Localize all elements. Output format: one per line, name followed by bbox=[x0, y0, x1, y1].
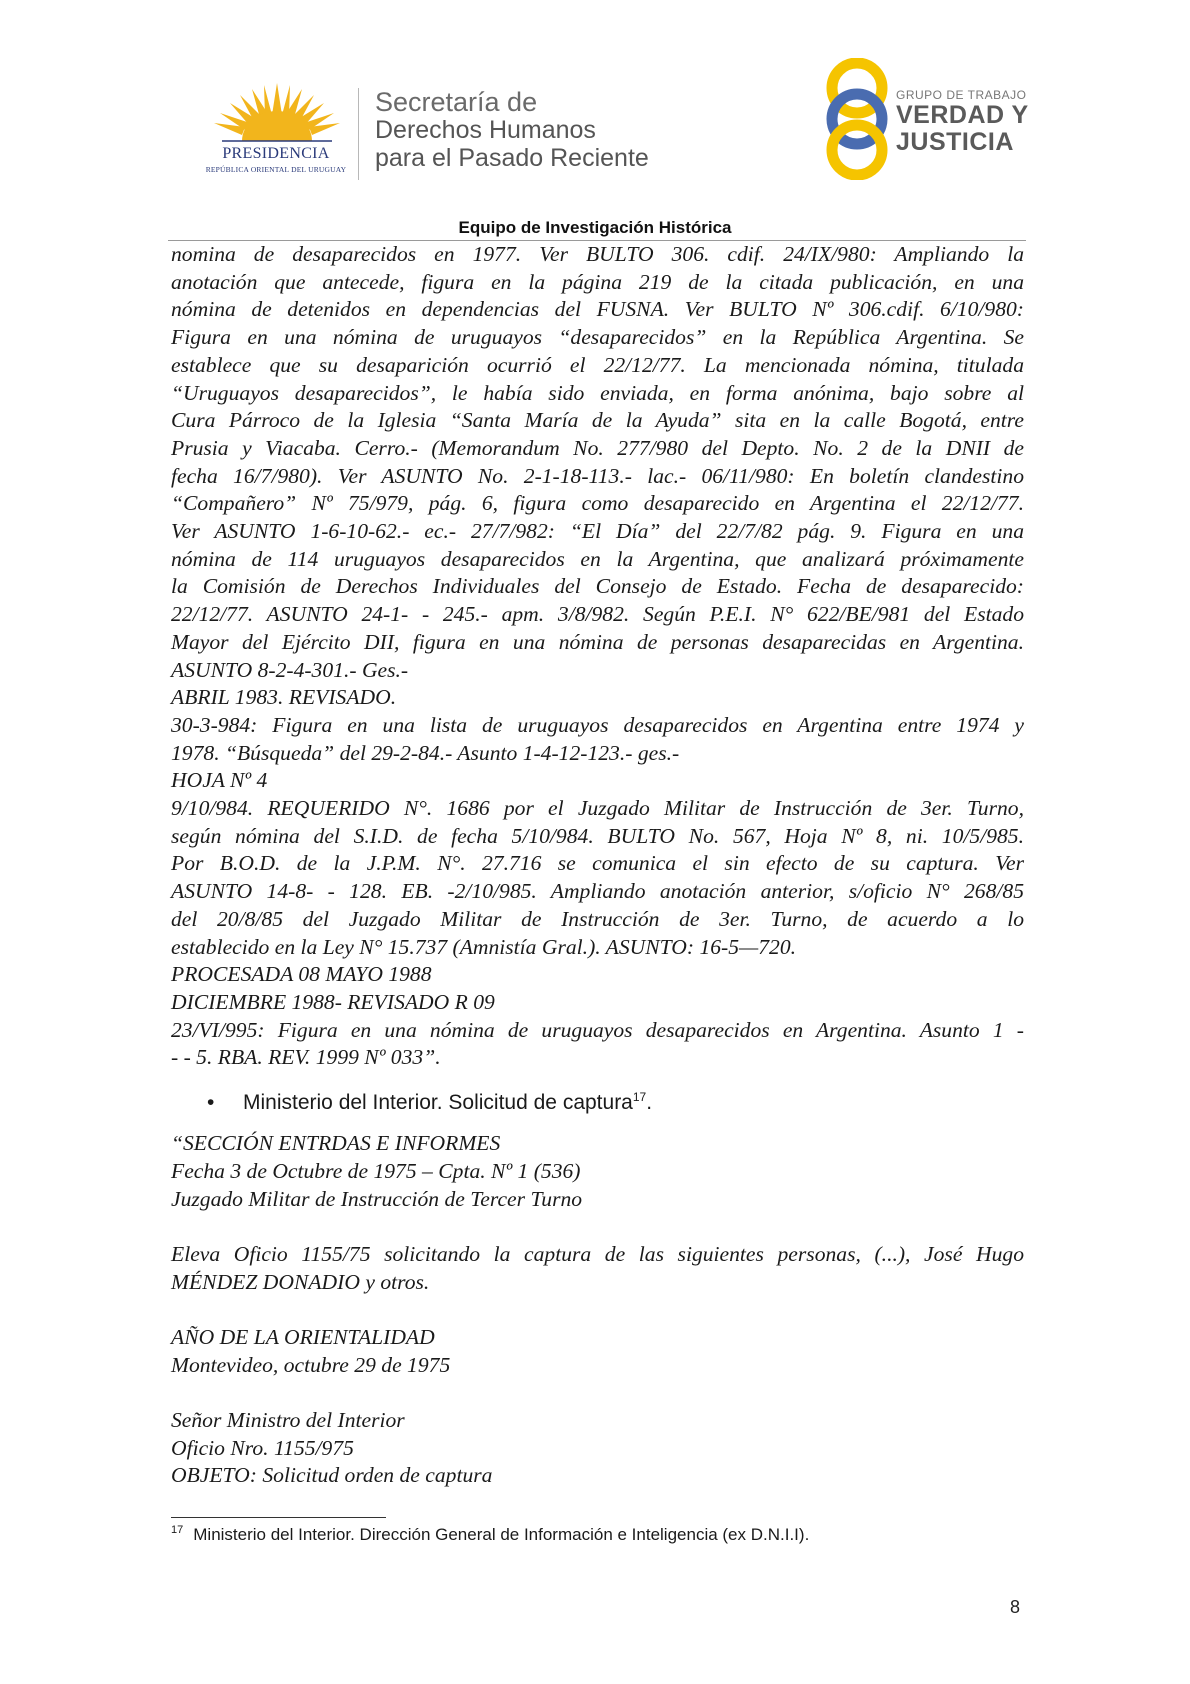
bullet-suffix: . bbox=[646, 1091, 653, 1115]
bullet-symbol: • bbox=[207, 1091, 215, 1115]
text-line: fecha 16/7/980). Ver ASUNTO No. 2-1-18-113.- lac.- 06/11/980: En boletín clandestino bbox=[171, 463, 1024, 488]
footnote-ref[interactable]: 17 bbox=[632, 1090, 647, 1105]
grupo-line1: GRUPO DE TRABAJO bbox=[896, 88, 1027, 102]
text-line: “Compañero” Nº 75/979, pág. 6, figura como desaparecido en Argentina el 22/12/77. bbox=[171, 491, 1024, 516]
footnote bbox=[171, 1525, 809, 1545]
text-line: - - 5. RBA. REV. 1999 Nº 033”. bbox=[171, 1045, 441, 1070]
text-line: OBJETO: Solicitud orden de captura bbox=[171, 1463, 493, 1488]
bullet-text: Ministerio del Interior. Solicitud de captura bbox=[243, 1091, 633, 1115]
text-line: 22/12/77. ASUNTO 24-1- - 245.- apm. 3/8/982. Según P.E.I. N° 622/BE/981 del Estado bbox=[171, 602, 1024, 627]
text-line: 9/10/984. REQUERIDO N°. 1686 por el Juzgado Militar de Instrucción de 3er. Turno, bbox=[171, 796, 1024, 821]
footnote-text: Ministerio del Interior. Dirección General de Información e Inteligencia (ex D.N.I.I). bbox=[193, 1525, 810, 1544]
page-header bbox=[0, 0, 1190, 250]
document-body bbox=[171, 241, 1024, 1490]
text-line: nomina de desaparecidos en 1977. Ver BULTO 306. cdif. 24/IX/980: Ampliando la bbox=[171, 242, 1024, 266]
text-line: Fecha 3 de Octubre de 1975 – Cpta. Nº 1 (536) bbox=[171, 1158, 581, 1183]
presidencia-subtitle: REPÚBLICA ORIENTAL DEL URUGUAY bbox=[205, 165, 347, 174]
text-line: Ver ASUNTO 1-6-10-62.- ec.- 27/7/982: “El Día” del 22/7/82 pág. 9. Figura en una bbox=[171, 519, 1024, 544]
text-line: DICIEMBRE 1988- REVISADO R 09 bbox=[171, 989, 495, 1014]
text-line: según nómina del S.I.D. de fecha 5/10/984. BULTO No. 567, Hoja Nº 8, ni. 10/5/985. bbox=[171, 823, 1024, 848]
text-line: PROCESADA 08 MAYO 1988 bbox=[171, 962, 432, 987]
text-line: “SECCIÓN ENTRDAS E INFORMES bbox=[171, 1131, 501, 1156]
text-line: establecido en la Ley N° 15.737 (Amnistía Gral.). ASUNTO: 16-5—720. bbox=[171, 934, 797, 959]
text-line: Por B.O.D. de la J.P.M. N°. 27.716 se comunica el sin efecto de su captura. Ver bbox=[171, 851, 1024, 876]
presidencia-name: PRESIDENCIA bbox=[222, 145, 330, 162]
verdad-justicia-rings-logo bbox=[818, 58, 896, 180]
grupo-line2: VERDAD Y bbox=[896, 101, 1029, 129]
text-line: nómina de 114 uruguayos desaparecidos en la Argentina, que analizará próximamente bbox=[171, 546, 1024, 571]
text-line: Figura en una nómina de uruguayos “desaparecidos” en la República Argentina. Se bbox=[171, 325, 1024, 350]
team-heading: Equipo de Investigación Histórica bbox=[458, 218, 732, 237]
text-line: “Uruguayos desaparecidos”, le había sido enviada, en forma anónima, bajo sobre al bbox=[171, 380, 1024, 405]
text-line: establece que su desaparición ocurrió el 22/12/77. La mencionada nómina, titulada bbox=[171, 352, 1024, 377]
text-line: ASUNTO 8-2-4-301.- Ges.- bbox=[171, 657, 409, 682]
secretaria-line1: Secretaría de bbox=[375, 87, 538, 117]
text-line: 23/VI/995: Figura en una nómina de uruguayos desaparecidos en Argentina. Asunto 1 - bbox=[171, 1017, 1024, 1042]
secretaria-title bbox=[375, 88, 649, 172]
text-line: AÑO DE LA ORIENTALIDAD bbox=[171, 1324, 435, 1349]
text-line: ASUNTO 14-8- - 128. EB. -2/10/985. Ampliando anotación anterior, s/oficio N° 268/85 bbox=[171, 879, 1024, 904]
footnote-rule bbox=[171, 1517, 386, 1518]
text-line: Mayor del Ejército DII, figura en una nómina de personas desaparecidas en Argentina. bbox=[171, 629, 1024, 654]
text-line: Eleva Oficio 1155/75 solicitando la captura de las siguientes personas, (...), José Hugo bbox=[171, 1241, 1024, 1266]
text-line: Oficio Nro. 1155/975 bbox=[171, 1435, 354, 1460]
grupo-trabajo-title bbox=[896, 88, 1029, 156]
text-line: Cura Párroco de la Iglesia “Santa María de la Ayuda” sita en la calle Bogotá, entre bbox=[171, 408, 1024, 433]
grupo-line3: JUSTICIA bbox=[896, 128, 1014, 156]
text-line: Juzgado Militar de Instrucción de Tercer Turno bbox=[171, 1186, 583, 1211]
footnote-number: 17 bbox=[171, 1524, 184, 1537]
page-number: 8 bbox=[1010, 1597, 1021, 1617]
text-line: ABRIL 1983. REVISADO. bbox=[171, 685, 397, 710]
text-line: HOJA Nº 4 bbox=[171, 768, 268, 793]
bullet-item bbox=[207, 1088, 1024, 1118]
text-line: anotación que antecede, figura en la página 219 de la citada publicación, en una bbox=[171, 269, 1024, 294]
text-line: Prusia y Viacaba. Cerro.- (Memorandum No. 277/980 del Depto. No. 2 de la DNII de bbox=[171, 435, 1024, 460]
secretaria-line2: Derechos Humanos bbox=[375, 116, 596, 144]
text-line: la Comisión de Derechos Individuales del Consejo de Estado. Fecha de desaparecido: bbox=[171, 574, 1024, 599]
text-line: Señor Ministro del Interior bbox=[171, 1408, 405, 1433]
text-line: nómina de detenidos en dependencias del FUSNA. Ver BULTO Nº 306.cdif. 6/10/980: bbox=[171, 297, 1024, 322]
paragraph-record bbox=[171, 241, 1024, 684]
text-line: 30-3-984: Figura en una lista de uruguayos desaparecidos en Argentina entre 1974 y bbox=[171, 712, 1024, 737]
text-line: 1978. “Búsqueda” del 29-2-84.- Asunto 1-4-12-123.- ges.- bbox=[171, 740, 680, 765]
text-line: MÉNDEZ DONADIO y otros. bbox=[171, 1269, 430, 1294]
secretaria-line3: para el Pasado Reciente bbox=[375, 144, 649, 172]
text-line: del 20/8/85 del Juzgado Militar de Instrucción de 3er. Turno, de acuerdo a lo bbox=[171, 906, 1024, 931]
text-line: Montevideo, octubre 29 de 1975 bbox=[171, 1352, 451, 1377]
header-divider bbox=[358, 88, 359, 180]
